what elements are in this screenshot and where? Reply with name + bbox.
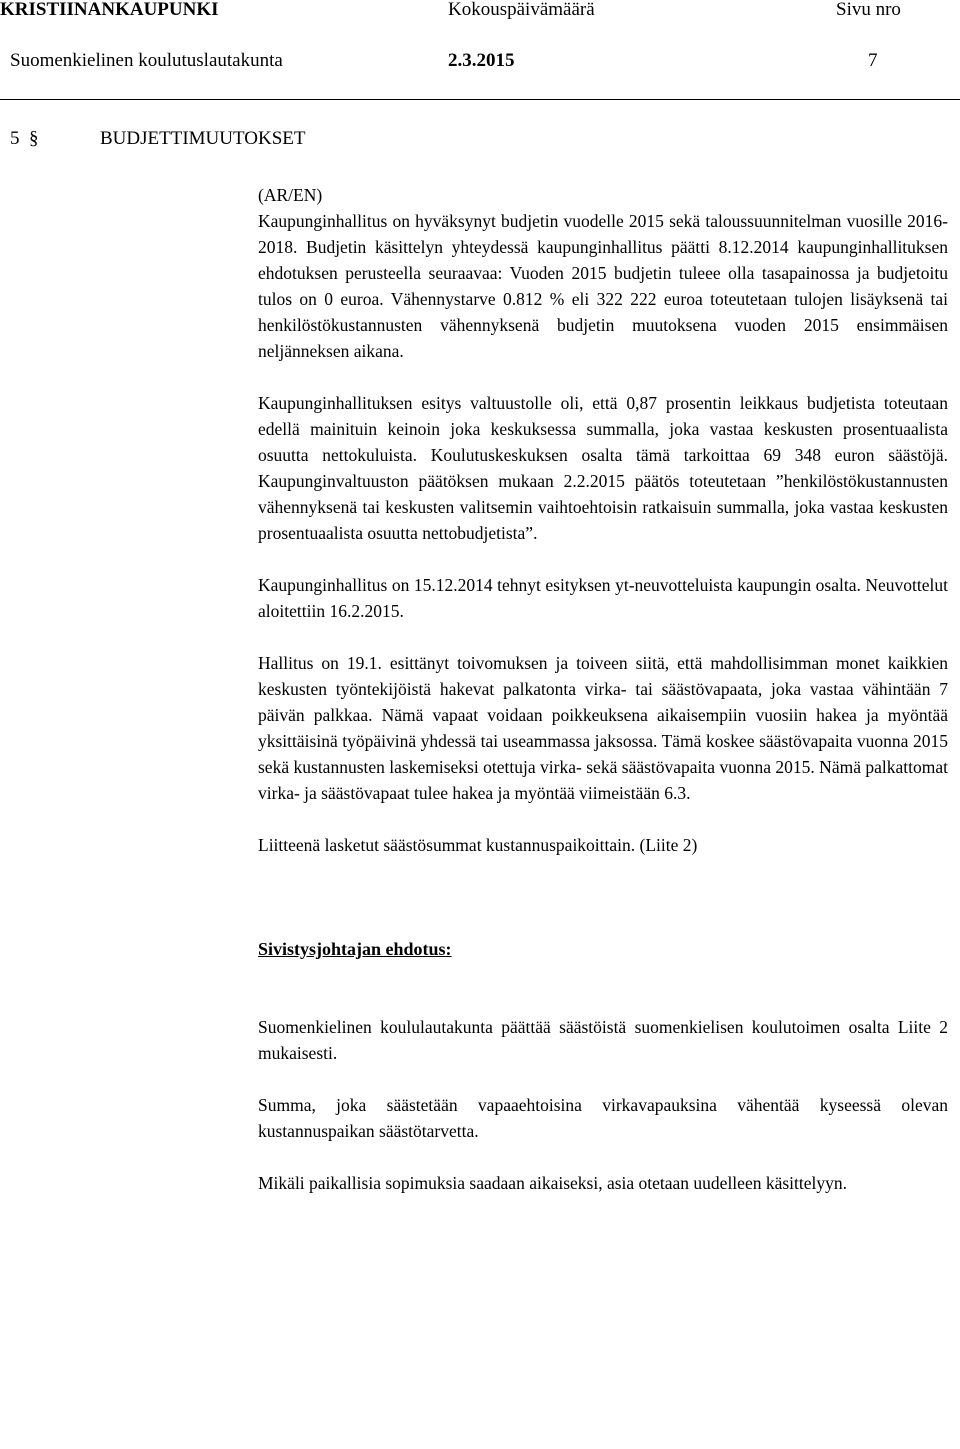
board-name: Suomenkielinen koulutuslautakunta bbox=[10, 50, 283, 71]
paragraph-negotiations: Kaupunginhallitus on 15.12.2014 tehnyt esityksen yt-neuvotteluista kaupungin osalta. Neuvottelut aloitettiin 16.2.2015. bbox=[258, 575, 948, 621]
page-number-label: Sivu nro bbox=[836, 0, 901, 20]
paragraph-council-proposal: Kaupunginhallituksen esitys valtuustolle oli, että 0,87 prosentin leikkaus budjetista toteutaan edellä mainituin keinoin joka keskuksessa summalla, joka vastaa keskusten prosentuaalista osuutta nettokuluista. Koulutuskeskuksen osalta tämä tarkoittaa 69 348 euron säästöjä. Kaupunginvaltuuston päätöksen mukaan 2.2.2015 päätös toteutetaan ”henkilöstökustannusten vähennyksenä tai keskusten valitsemin vaihtoehtoisin ratkaisuin summalla, joka vastaa keskusten prosentuaalista osuutta nettobudjetista”. bbox=[258, 393, 948, 543]
page-number: 7 bbox=[868, 50, 878, 71]
meeting-date-label: Kokouspäivämäärä bbox=[448, 0, 595, 20]
proposal-paragraph-1: Suomenkielinen koululautakunta päättää säästöistä suomenkielisen koulutoimen osalta Liite 2 mukaisesti. bbox=[258, 1017, 948, 1063]
proposal-paragraph-2: Summa, joka säästetään vapaaehtoisina virkavapauksina vähentää kyseessä olevan kustannuspaikan säästötarvetta. bbox=[258, 1095, 948, 1141]
section-number: 5 bbox=[10, 128, 20, 149]
city-name: KRISTIINANKAUPUNKI bbox=[0, 0, 219, 20]
document-body bbox=[258, 182, 948, 1222]
section-title: BUDJETTIMUUTOKSET bbox=[100, 128, 306, 149]
paragraph-unpaid-leave: Hallitus on 19.1. esittänyt toivomuksen ja toiveen siitä, että mahdollisimman monet kaikkien keskusten työntekijöistä hakevat palkatonta virka- tai säästövapaata, joka vastaa vähintään 7 päivän palkkaa. Nämä vapaat voidaan poikkeuksena aikaisempiin vuosiin hakea ja myöntää yksittäisinä työpäivinä yhdessä tai useammassa jaksossa. Tämä koskee säästövapaita vuonna 2015 sekä kustannusten laskemiseksi otettuja virka- sekä säästövapaita vuonna 2015. Nämä palkattomat virka- ja säästövapaat tulee hakea ja myöntää viimeistään 6.3. bbox=[258, 653, 948, 803]
paragraph-budget-decision: Kaupunginhallitus on hyväksynyt budjetin vuodelle 2015 sekä taloussuunnitelman vuosille 2016-2018. Budjetin käsittelyn yhteydessä kaupunginhallitus päätti 8.12.2014 kaupunginhallituksen ehdotuksen perusteella seuraavaa: Vuoden 2015 budjetin tuleee olla tasapainossa ja budjetoitu tulos on 0 euroa. Vähennystarve 0.812 % eli 322 222 euroa toteutetaan tulojen lisäyksenä tai henkilöstökustannusten vähennyksenä budjetin muutoksena vuoden 2015 ensimmäisen neljänneksen aikana. bbox=[258, 211, 948, 361]
author-initials: (AR/EN) bbox=[258, 185, 323, 205]
header-row-top bbox=[0, 0, 960, 25]
meeting-date: 2.3.2015 bbox=[448, 50, 515, 71]
header-row-bottom bbox=[0, 50, 960, 76]
section-sign: § bbox=[29, 128, 39, 149]
header-divider bbox=[0, 99, 960, 100]
proposal-paragraph-3: Mikäli paikallisia sopimuksia saadaan aikaiseksi, asia otetaan uudelleen käsittelyyn. bbox=[258, 1173, 848, 1193]
proposal-heading: Sivistysjohtajan ehdotus: bbox=[258, 939, 452, 959]
paragraph-attachment: Liitteenä lasketut säästösummat kustannuspaikoittain. (Liite 2) bbox=[258, 835, 698, 855]
